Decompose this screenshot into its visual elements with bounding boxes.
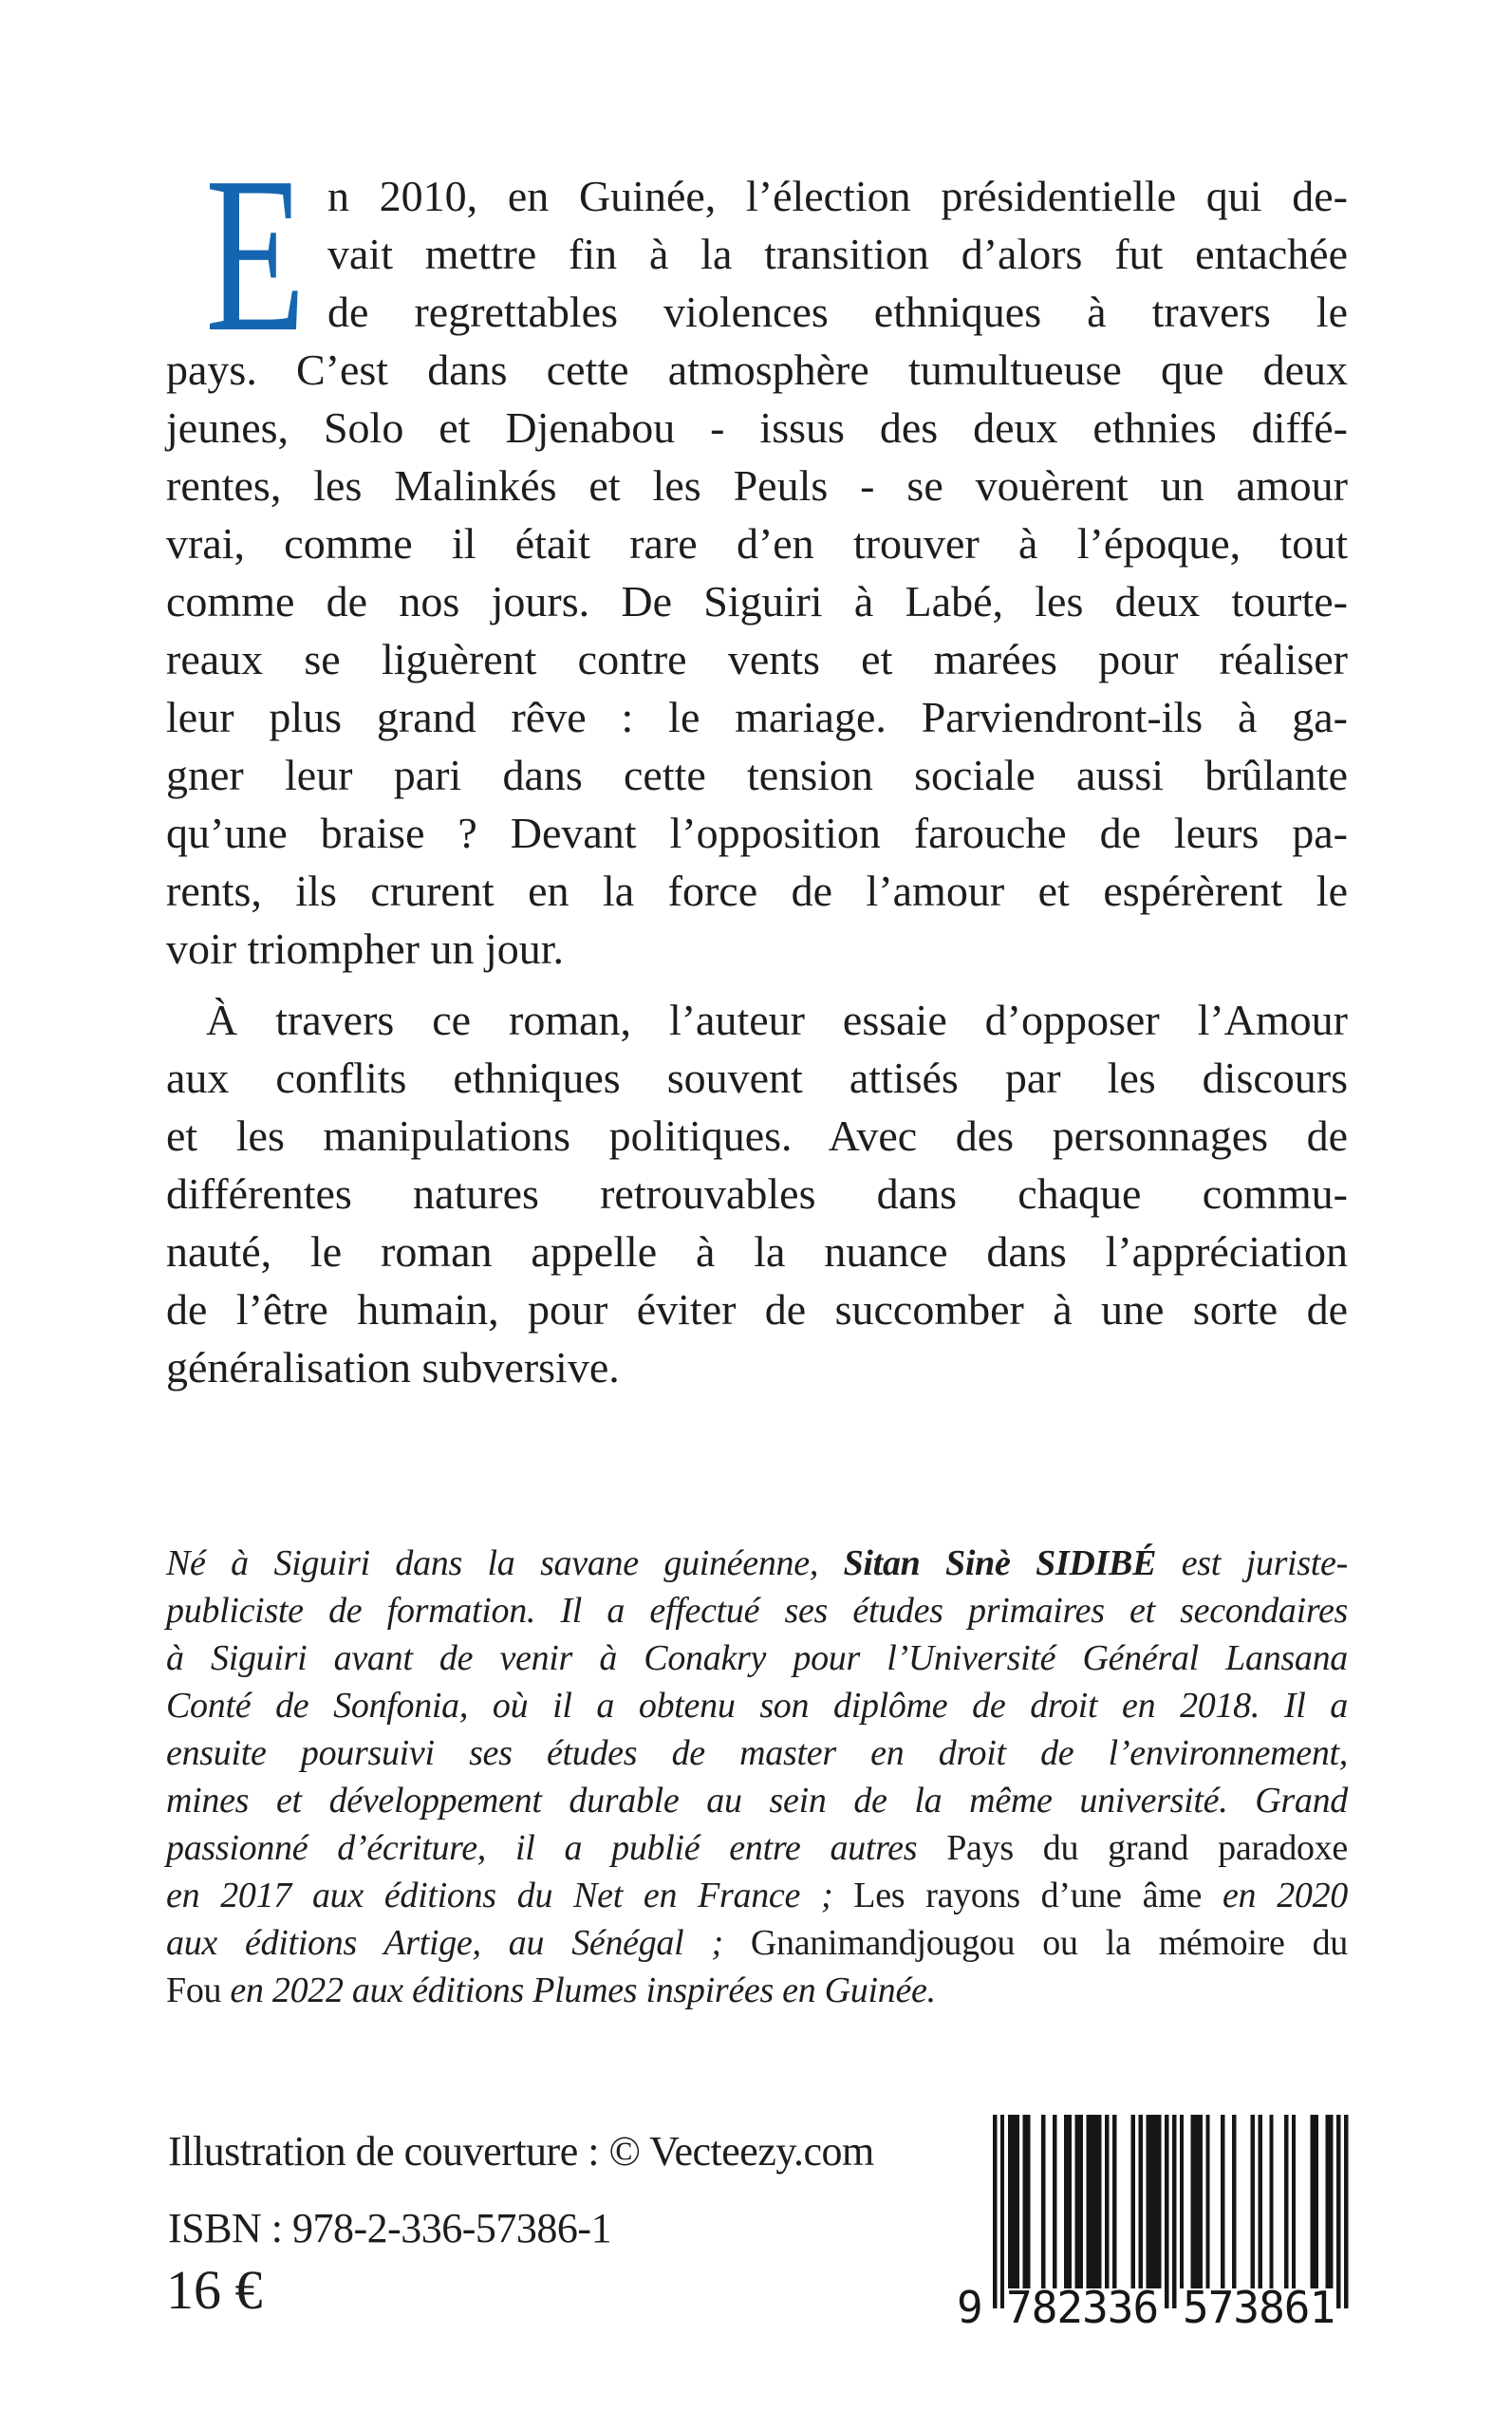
text-line: de regrettables violences ethniques à travers le [327, 288, 1348, 336]
text-line [166, 1540, 1348, 1587]
text-line: différentes natures retrouvables dans chaque commu- [166, 1169, 1348, 1218]
text-line: généralisation subversive. [166, 1343, 620, 1391]
text-line [166, 1777, 1348, 1824]
synopsis-paragraph-2 [166, 991, 1348, 1396]
synopsis-paragraph-1 [166, 131, 1348, 978]
text-line: À travers ce roman, l’auteur essaie d’opposer l’Amour [206, 996, 1348, 1044]
text-line [166, 1634, 1348, 1682]
text-segment: en 2017 aux éditions du Net en France ; [166, 1876, 854, 1915]
text-segment: Conté de Sonfonia, où il a obtenu son diplôme de droit en 2018. Il a [166, 1686, 1348, 1726]
text-line: aux conflits ethniques souvent attisés par les discours [166, 1054, 1348, 1102]
cover-illustration-credit: Illustration de couverture : © Vecteezy.com [168, 2128, 874, 2175]
text-line: vait mettre fin à la transition d’alors fut entachée [327, 230, 1348, 278]
dropcap-spacer [166, 131, 327, 378]
ean13-barcode [957, 2115, 1355, 2335]
text-segment: Gnanimandjougou ou la mémoire du [750, 1923, 1349, 1963]
text-segment: aux éditions Artige, au Sénégal ; [166, 1923, 751, 1963]
text-segment: en 2020 [1202, 1876, 1348, 1915]
text-line: vrai, comme il était rare d’en trouver à l’époque, tout [166, 519, 1348, 568]
price-label: 16 € [166, 2259, 263, 2321]
isbn-line: ISBN : 978-2-336-57386-1 [168, 2205, 612, 2251]
text-line [166, 1967, 1348, 2014]
text-line: de l’être humain, pour éviter de succomber à une sorte de [166, 1285, 1348, 1334]
text-segment: mines et développement durable au sein de la même université. Grand [166, 1781, 1348, 1821]
text-line: pays. C’est dans cette atmosphère tumultueuse que deux [166, 345, 1348, 394]
text-line [166, 1587, 1348, 1634]
text-line: voir triompher un jour. [166, 924, 565, 973]
text-line: comme de nos jours. De Siguiri à Labé, les deux tourte- [166, 577, 1348, 626]
text-line: et les manipulations politiques. Avec des personnages de [166, 1111, 1348, 1160]
text-line: rents, ils crurent en la force de l’amour et espérèrent le [166, 867, 1348, 915]
text-line: gner leur pari dans cette tension sociale aussi brûlante [166, 751, 1348, 799]
barcode-digits [957, 2282, 1355, 2335]
text-line: n 2010, en Guinée, l’élection présidentielle qui de- [327, 172, 1348, 220]
barcode-digit-group1: 782336 [1006, 2282, 1159, 2333]
back-cover-text [166, 131, 1349, 2014]
text-segment: en 2022 aux éditions Plumes inspirées en Guinée. [221, 1970, 936, 2010]
text-segment: publiciste de formation. Il a effectué ses études primaires et secondaires [166, 1591, 1348, 1631]
barcode-digit-group2: 573861 [1183, 2282, 1335, 2333]
barcode-digit-first: 9 [957, 2282, 983, 2333]
text-line: rentes, les Malinkés et les Peuls - se vouèrent un amour [166, 461, 1348, 510]
text-line [166, 1682, 1348, 1729]
text-line: nauté, le roman appelle à la nuance dans l’appréciation [166, 1227, 1348, 1276]
text-segment: Les rayons d’une âme [853, 1876, 1203, 1915]
text-line: leur plus grand rêve : le mariage. Parviendront-ils à ga- [166, 693, 1348, 741]
text-segment: Né à Siguiri dans la savane guinéenne, [166, 1543, 844, 1583]
text-segment: est juriste- [1156, 1543, 1348, 1583]
text-segment: Fou [166, 1970, 222, 2010]
text-line [166, 1824, 1348, 1872]
barcode-bars [993, 2115, 1349, 2308]
text-line: qu’une braise ? Devant l’opposition farouche de leurs pa- [166, 809, 1348, 857]
text-segment: à Siguiri avant de venir à Conakry pour l’Université Général Lansana [166, 1638, 1348, 1678]
text-line [166, 1872, 1348, 1919]
dropcap-letter: E [205, 131, 307, 378]
text-segment: Pays du grand paradoxe [946, 1828, 1349, 1868]
text-line: reaux se liguèrent contre vents et marées pour réaliser [166, 635, 1348, 683]
text-line: jeunes, Solo et Djenabou - issus des deux ethnies diffé- [166, 403, 1348, 452]
text-segment: ensuite poursuivi ses études de master en droit de l’environnement, [166, 1733, 1348, 1773]
text-line [166, 1729, 1348, 1777]
text-line [166, 1919, 1348, 1967]
text-segment: Sitan Sinè SIDIBÉ [843, 1543, 1157, 1583]
author-bio [166, 1540, 1348, 2014]
text-segment: passionné d’écriture, il a publié entre autres [166, 1828, 947, 1868]
